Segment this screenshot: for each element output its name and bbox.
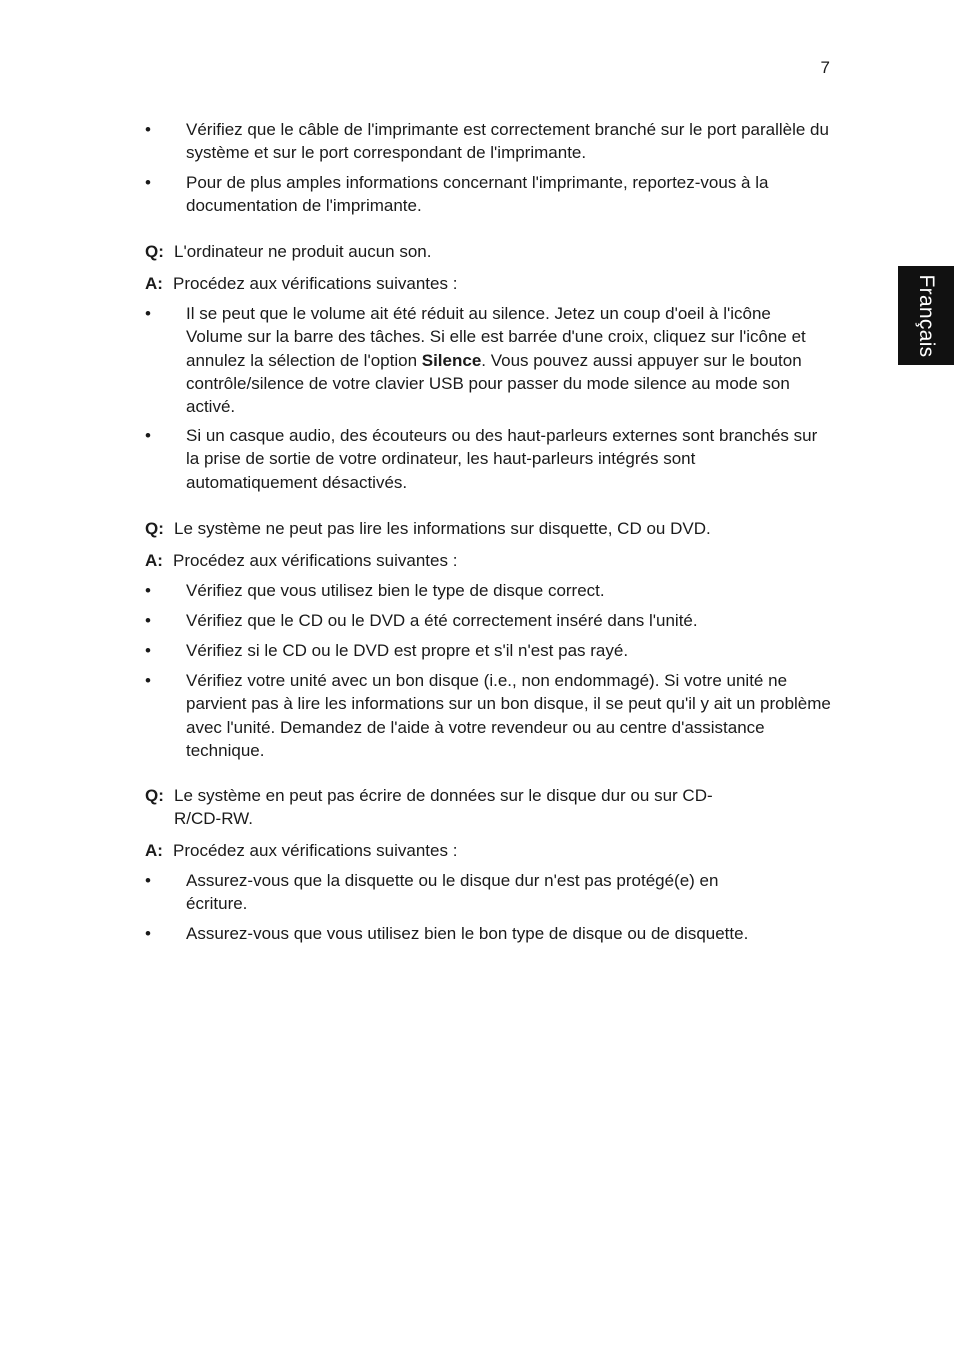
bullet-text: Si un casque audio, des écouteurs ou des haut-parleurs externes sont branchés sur la prise de sortie de votre ordinateur, les haut-parleurs intégrés sont automatiquement désactivés.	[186, 426, 818, 492]
bullet-marker: •	[145, 641, 151, 660]
bullet-marker: •	[145, 426, 151, 445]
bullet-text	[186, 302, 831, 418]
answer-text: Procédez aux vérifications suivantes :	[173, 841, 458, 860]
bullet-marker: •	[145, 304, 151, 323]
question-label: Q:	[145, 519, 164, 538]
bullet-item	[145, 869, 835, 916]
bullet-item	[145, 669, 835, 762]
bullet-text: Vérifiez que le CD ou le DVD a été correctement inséré dans l'unité.	[186, 611, 698, 630]
bullet-text: Assurez-vous que vous utilisez bien le bon type de disque ou de disquette.	[186, 924, 749, 943]
question	[145, 784, 835, 831]
bullet-marker: •	[145, 924, 151, 943]
option-silence-label: Silence	[421, 350, 482, 370]
answer	[145, 272, 835, 295]
answer-text: Procédez aux vérifications suivantes :	[173, 274, 458, 293]
question-text: Le système en peut pas écrire de données sur le disque dur ou sur CD-R/CD-RW.	[174, 786, 713, 829]
bullet-item	[145, 639, 835, 662]
bullet-text: Vérifiez que vous utilisez bien le type de disque correct.	[186, 581, 605, 600]
question	[145, 240, 835, 263]
bullet-text: Vérifiez votre unité avec un bon disque (i.e., non endommagé). Si votre unité ne parvient pas à lire les informations sur un bon disque, il se peut qu'il y ait un problème avec l'unité. Demandez de l'aide à votre revendeur ou au centre d'assistance technique.	[186, 671, 831, 760]
answer	[145, 549, 835, 572]
bullet-text: Assurez-vous que la disquette ou le disque dur n'est pas protégé(e) en écriture.	[186, 871, 719, 914]
language-tab	[898, 266, 954, 365]
question	[145, 517, 835, 540]
bullet-text-before: Il se peut que le volume ait été réduit au silence. Jetez un coup d'oeil à l'icône Volume sur la barre des tâches. Si elle est barrée d'une croix, cliquez sur l'icône et annulez la sélection de l'option	[186, 304, 806, 370]
answer	[145, 839, 835, 862]
question-label: Q:	[145, 786, 164, 805]
bullet-item	[145, 424, 835, 494]
answer-text: Procédez aux vérifications suivantes :	[173, 551, 458, 570]
answer-label: A:	[145, 841, 163, 860]
bullet-marker: •	[145, 173, 151, 192]
bullet-text: Vérifiez si le CD ou le DVD est propre et s'il n'est pas rayé.	[186, 641, 629, 660]
language-tab-label: Français	[915, 274, 938, 357]
bullet-text: Vérifiez que le câble de l'imprimante est correctement branché sur le port parallèle du système et sur le port correspondant de l'imprimante.	[186, 120, 829, 163]
bullet-marker: •	[145, 671, 151, 690]
question-text: L'ordinateur ne produit aucun son.	[174, 242, 432, 261]
bullet-marker: •	[145, 120, 151, 139]
bullet-item	[145, 609, 835, 632]
bullet-text-after: . Vous pouvez aussi appuyer sur le bouton contrôle/silence de votre clavier USB pour passer du mode silence au mode son activé.	[186, 350, 802, 417]
bullet-marker: •	[145, 871, 151, 890]
question-text: Le système ne peut pas lire les informations sur disquette, CD ou DVD.	[174, 519, 711, 538]
bullet-item	[145, 171, 835, 218]
bullet-item	[145, 118, 835, 165]
bullet-marker: •	[145, 611, 151, 630]
bullet-marker: •	[145, 581, 151, 600]
bullet-item	[145, 302, 835, 418]
bullet-item	[145, 922, 835, 945]
question-label: Q:	[145, 242, 164, 261]
answer-label: A:	[145, 551, 163, 570]
bullet-text: Pour de plus amples informations concernant l'imprimante, reportez-vous à la documentation de l'imprimante.	[186, 173, 769, 216]
page-number: 7	[820, 58, 830, 77]
answer-label: A:	[145, 274, 163, 293]
bullet-item	[145, 579, 835, 602]
